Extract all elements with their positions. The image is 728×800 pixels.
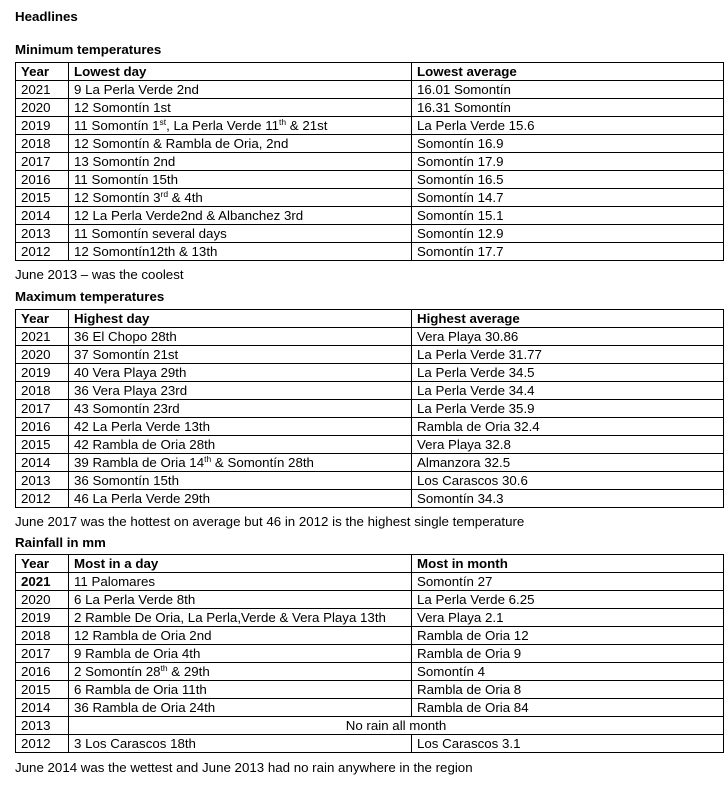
table-header-row xyxy=(16,555,724,573)
lowest-average-cell: Somontín 17.7 xyxy=(412,243,724,261)
highest-average-cell: La Perla Verde 31.77 xyxy=(412,346,724,364)
table-row xyxy=(16,472,724,490)
highest-average-cell: La Perla Verde 34.5 xyxy=(412,364,724,382)
most-in-day-cell: 6 La Perla Verde 8th xyxy=(69,591,412,609)
year-cell: 2014 xyxy=(16,699,69,717)
year-cell: 2018 xyxy=(16,627,69,645)
lowest-day-cell: 12 Somontín 1st xyxy=(69,99,412,117)
year-cell: 2018 xyxy=(16,382,69,400)
year-cell: 2012 xyxy=(16,490,69,508)
highest-average-cell: La Perla Verde 35.9 xyxy=(412,400,724,418)
header-most-in-month: Most in month xyxy=(412,555,724,573)
year-cell: 2013 xyxy=(16,225,69,243)
year-cell: 2021 xyxy=(16,573,69,591)
year-cell: 2012 xyxy=(16,735,69,753)
table-row xyxy=(16,735,724,753)
lowest-average-cell: La Perla Verde 15.6 xyxy=(412,117,724,135)
highest-day-cell: 36 Vera Playa 23rd xyxy=(69,382,412,400)
year-cell: 2020 xyxy=(16,99,69,117)
highest-day-cell: 36 El Chopo 28th xyxy=(69,328,412,346)
most-in-day-cell: 3 Los Carascos 18th xyxy=(69,735,412,753)
year-cell: 2017 xyxy=(16,645,69,663)
highest-average-cell: Rambla de Oria 32.4 xyxy=(412,418,724,436)
lowest-average-cell: Somontín 14.7 xyxy=(412,189,724,207)
header-lowest-average: Lowest average xyxy=(412,63,724,81)
most-in-day-cell: 9 Rambla de Oria 4th xyxy=(69,645,412,663)
lowest-day-cell: 12 La Perla Verde2nd & Albanchez 3rd xyxy=(69,207,412,225)
table-row xyxy=(16,490,724,508)
year-cell: 2019 xyxy=(16,117,69,135)
year-cell: 2018 xyxy=(16,135,69,153)
rainfall-note: June 2014 was the wettest and June 2013 had no rain anywhere in the region xyxy=(15,760,473,775)
most-in-month-cell: Rambla de Oria 12 xyxy=(412,627,724,645)
max-temp-title: Maximum temperatures xyxy=(15,289,165,304)
table-row xyxy=(16,436,724,454)
table-row xyxy=(16,135,724,153)
header-lowest-day: Lowest day xyxy=(69,63,412,81)
table-row xyxy=(16,153,724,171)
table-row xyxy=(16,171,724,189)
table-row xyxy=(16,573,724,591)
highest-average-cell: Vera Playa 32.8 xyxy=(412,436,724,454)
year-cell: 2015 xyxy=(16,189,69,207)
max-temp-table xyxy=(15,309,724,508)
table-header-row xyxy=(16,310,724,328)
table-row xyxy=(16,400,724,418)
lowest-day-cell: 12 Somontín & Rambla de Oria, 2nd xyxy=(69,135,412,153)
year-cell: 2014 xyxy=(16,207,69,225)
highest-day-cell: 42 Rambla de Oria 28th xyxy=(69,436,412,454)
year-cell: 2016 xyxy=(16,418,69,436)
year-cell: 2021 xyxy=(16,81,69,99)
most-in-month-cell: La Perla Verde 6.25 xyxy=(412,591,724,609)
header-year: Year xyxy=(16,310,69,328)
most-in-day-cell: 2 Ramble De Oria, La Perla,Verde & Vera Playa 13th xyxy=(69,609,412,627)
most-in-month-cell: Somontín 27 xyxy=(412,573,724,591)
year-cell: 2021 xyxy=(16,328,69,346)
year-cell: 2020 xyxy=(16,346,69,364)
highest-day-cell: 43 Somontín 23rd xyxy=(69,400,412,418)
most-in-month-cell: Somontín 4 xyxy=(412,663,724,681)
lowest-average-cell: 16.31 Somontín xyxy=(412,99,724,117)
highest-average-cell: Somontín 34.3 xyxy=(412,490,724,508)
year-cell: 2017 xyxy=(16,400,69,418)
table-row xyxy=(16,189,724,207)
year-cell: 2016 xyxy=(16,663,69,681)
table-row xyxy=(16,591,724,609)
min-temp-table xyxy=(15,62,724,261)
table-row xyxy=(16,382,724,400)
table-row xyxy=(16,681,724,699)
table-row xyxy=(16,207,724,225)
highest-day-cell: 39 Rambla de Oria 14th & Somontín 28th xyxy=(69,454,412,472)
lowest-day-cell: 11 Somontín 15th xyxy=(69,171,412,189)
lowest-average-cell: Somontín 16.5 xyxy=(412,171,724,189)
highest-day-cell: 40 Vera Playa 29th xyxy=(69,364,412,382)
header-highest-average: Highest average xyxy=(412,310,724,328)
year-cell: 2013 xyxy=(16,717,69,735)
no-rain-merged-cell: No rain all month xyxy=(69,717,724,735)
table-row xyxy=(16,81,724,99)
table-row xyxy=(16,645,724,663)
lowest-average-cell: 16.01 Somontín xyxy=(412,81,724,99)
highest-average-cell: Vera Playa 30.86 xyxy=(412,328,724,346)
table-row xyxy=(16,699,724,717)
max-temp-note: June 2017 was the hottest on average but 46 in 2012 is the highest single temperature xyxy=(15,514,525,529)
lowest-day-cell: 11 Somontín 1st, La Perla Verde 11th & 21st xyxy=(69,117,412,135)
year-cell: 2016 xyxy=(16,171,69,189)
table-row xyxy=(16,627,724,645)
highest-average-cell: Almanzora 32.5 xyxy=(412,454,724,472)
highest-average-cell: Los Carascos 30.6 xyxy=(412,472,724,490)
year-cell: 2015 xyxy=(16,436,69,454)
table-row xyxy=(16,717,724,735)
table-row xyxy=(16,346,724,364)
year-cell: 2019 xyxy=(16,609,69,627)
rainfall-title: Rainfall in mm xyxy=(15,535,106,550)
header-most-in-a-day: Most in a day xyxy=(69,555,412,573)
lowest-day-cell: 13 Somontín 2nd xyxy=(69,153,412,171)
most-in-day-cell: 36 Rambla de Oria 24th xyxy=(69,699,412,717)
year-cell: 2013 xyxy=(16,472,69,490)
most-in-month-cell: Los Carascos 3.1 xyxy=(412,735,724,753)
most-in-day-cell: 2 Somontín 28th & 29th xyxy=(69,663,412,681)
table-row xyxy=(16,454,724,472)
lowest-day-cell: 12 Somontín12th & 13th xyxy=(69,243,412,261)
year-cell: 2012 xyxy=(16,243,69,261)
lowest-average-cell: Somontín 17.9 xyxy=(412,153,724,171)
year-cell: 2020 xyxy=(16,591,69,609)
most-in-day-cell: 6 Rambla de Oria 11th xyxy=(69,681,412,699)
lowest-day-cell: 9 La Perla Verde 2nd xyxy=(69,81,412,99)
most-in-month-cell: Rambla de Oria 84 xyxy=(412,699,724,717)
lowest-day-cell: 12 Somontín 3rd & 4th xyxy=(69,189,412,207)
most-in-month-cell: Rambla de Oria 9 xyxy=(412,645,724,663)
most-in-month-cell: Rambla de Oria 8 xyxy=(412,681,724,699)
year-cell: 2014 xyxy=(16,454,69,472)
highest-average-cell: La Perla Verde 34.4 xyxy=(412,382,724,400)
rainfall-table xyxy=(15,554,724,753)
lowest-average-cell: Somontín 16.9 xyxy=(412,135,724,153)
table-row xyxy=(16,225,724,243)
most-in-day-cell: 11 Palomares xyxy=(69,573,412,591)
year-cell: 2015 xyxy=(16,681,69,699)
most-in-month-cell: Vera Playa 2.1 xyxy=(412,609,724,627)
table-header-row xyxy=(16,63,724,81)
header-highest-day: Highest day xyxy=(69,310,412,328)
table-row xyxy=(16,99,724,117)
min-temp-note: June 2013 – was the coolest xyxy=(15,267,184,282)
table-row xyxy=(16,328,724,346)
page-heading: Headlines xyxy=(15,9,78,24)
lowest-average-cell: Somontín 15.1 xyxy=(412,207,724,225)
highest-day-cell: 37 Somontín 21st xyxy=(69,346,412,364)
highest-day-cell: 42 La Perla Verde 13th xyxy=(69,418,412,436)
most-in-day-cell: 12 Rambla de Oria 2nd xyxy=(69,627,412,645)
table-row xyxy=(16,663,724,681)
highest-day-cell: 46 La Perla Verde 29th xyxy=(69,490,412,508)
lowest-average-cell: Somontín 12.9 xyxy=(412,225,724,243)
table-row xyxy=(16,243,724,261)
table-row xyxy=(16,609,724,627)
table-row xyxy=(16,418,724,436)
header-year: Year xyxy=(16,555,69,573)
table-row xyxy=(16,117,724,135)
year-cell: 2019 xyxy=(16,364,69,382)
lowest-day-cell: 11 Somontín several days xyxy=(69,225,412,243)
header-year: Year xyxy=(16,63,69,81)
min-temp-title: Minimum temperatures xyxy=(15,42,162,57)
highest-day-cell: 36 Somontín 15th xyxy=(69,472,412,490)
year-cell: 2017 xyxy=(16,153,69,171)
table-row xyxy=(16,364,724,382)
